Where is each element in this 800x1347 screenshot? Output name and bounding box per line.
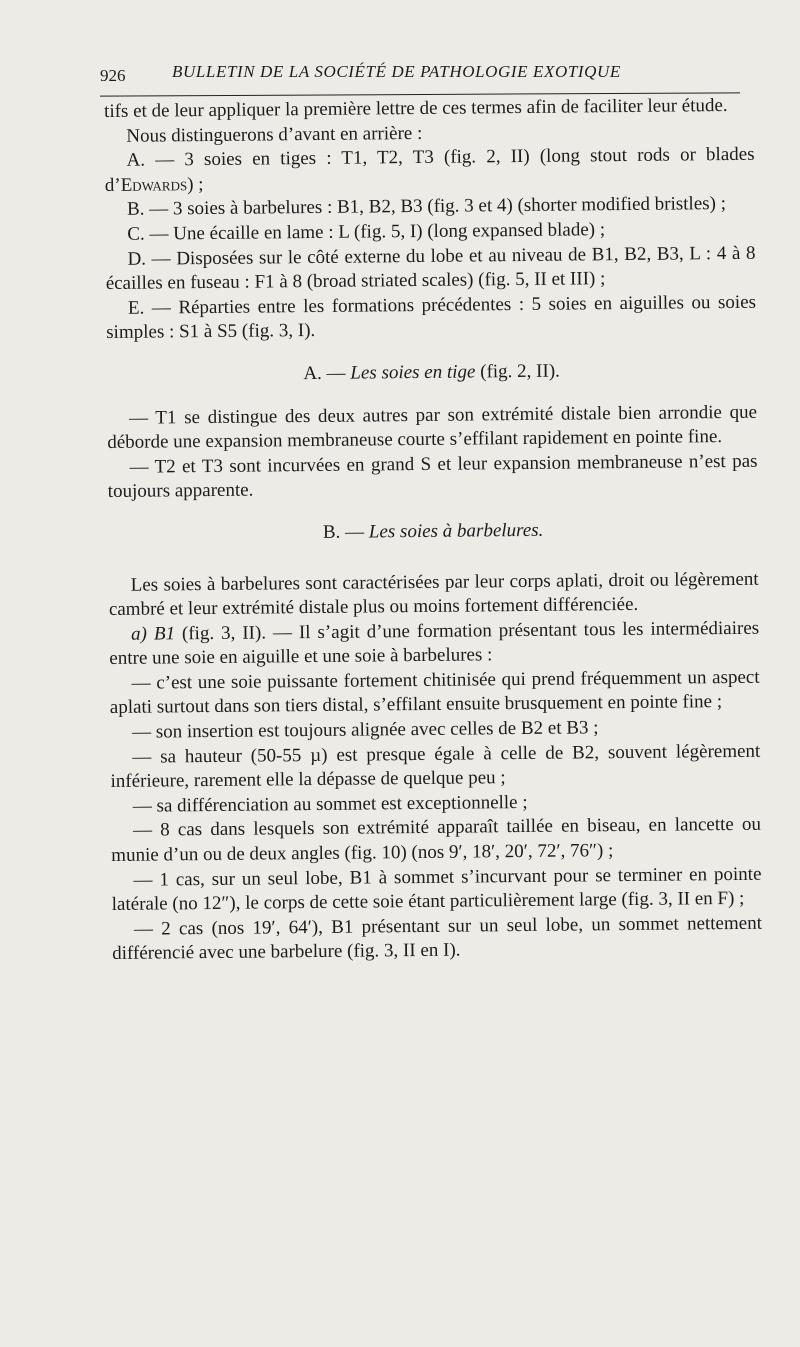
section-heading: [108, 517, 758, 548]
paragraph: B. — 3 soies à barbelures : B1, B2, B3 (fig. 3 et 4) (shorter modified bristles) ;: [126, 193, 727, 221]
paragraph: Les soies à barbelures sont caractérisées par leur corps aplati, droit ou légèrement cambré et leur extrémité distale plus ou moins fortement différenciée.: [108, 568, 759, 621]
page-number: 926: [100, 66, 126, 85]
paragraph: [109, 616, 759, 671]
heading-prefix: A. —: [303, 362, 351, 385]
paragraph: [104, 143, 754, 198]
paragraph-text: ) ;: [187, 173, 204, 195]
paragraph-text: A. — 3 soies en tiges : T1, T2, T3 (fig. 2, II) (long stout rods or blades d’: [104, 143, 755, 196]
paragraph: — T2 et T3 sont incurvées en grand S et leur expansion membraneuse n’est pas toujours apparente.: [107, 450, 758, 503]
heading-suffix: (fig. 2, II).: [475, 360, 560, 383]
section-heading: [107, 358, 757, 389]
item-label: a) B1: [131, 623, 176, 645]
paragraph: E. — Réparties entre les formations précédentes : 5 soies en aiguilles ou soies simples : S1 à S5 (fig. 3, I).: [106, 291, 757, 344]
paragraph: tifs et de leur appliquer la première lettre de ces termes afin de faciliter leur étude.: [104, 95, 728, 122]
page-header: [100, 62, 740, 88]
paragraph: — sa hauteur (50-55 µ) est presque égale à celle de B2, souvent légèrement inférieure, rarement elle la dépasse de quelque peu ;: [110, 740, 761, 793]
paragraph: Nous distinguerons d’avant en arrière :: [126, 122, 423, 147]
paragraph: — 8 cas dans lesquels son extrémité apparaît taillée en biseau, en lancette ou munie d’un ou de deux angles (fig. 10) (nos 9′, 18′, 20′, 72′, 76″) ;: [111, 814, 762, 866]
heading-prefix: B. —: [322, 521, 369, 543]
paragraph: D. — Disposées sur le côté externe du lobe et au niveau de B1, B2, B3, L : 4 à 8 écailles en fuseau : F1 à 8 (broad striated scales) (fig. 5, II et III) ;: [105, 242, 756, 295]
paragraph-text: (fig. 3, II). — Il s’agit d’une formation présentant tous les intermédiaires entre une soie en aiguille et une soie à barbelures :: [109, 617, 760, 670]
heading-title: Les soies en tige: [350, 361, 476, 384]
body-text: [104, 94, 762, 967]
paragraph: — T1 se distingue des deux autres par son extrémité distale bien arrondie que déborde une expansion membraneuse courte s’effilant rapidement en pointe fine.: [107, 401, 758, 454]
paragraph: — c’est une soie puissante fortement chitinisée qui prend fréquemment un aspect aplati surtout dans son tiers distal, s’effilant ensuite brusquement en pointe fine ;: [109, 666, 760, 719]
paragraph: C. — Une écaille en lame : L (fig. 5, I) (long expansed blade) ;: [127, 219, 606, 245]
paragraph: — son insertion est toujours alignée avec celles de B2 et B3 ;: [131, 717, 599, 743]
paragraph: — 2 cas (nos 19′, 64′), B1 présentant sur un seul lobe, un sommet nettement différencié avec une barbelure (fig. 3, II en I).: [112, 912, 763, 965]
paragraph: — sa différenciation au sommet est exceptionnelle ;: [132, 791, 528, 817]
running-title: BULLETIN DE LA SOCIÉTÉ DE PATHOLOGIE EXOTIQUE: [172, 62, 621, 81]
paragraph: — 1 cas, sur un seul lobe, B1 à sommet s’incurvant pour se terminer en pointe latérale (no 12″), le corps de cette soie étant particulièrement large (fig. 3, II en F) ;: [111, 863, 762, 916]
heading-title: Les soies à barbelures.: [368, 519, 544, 543]
author-name: Edwards: [120, 173, 188, 196]
